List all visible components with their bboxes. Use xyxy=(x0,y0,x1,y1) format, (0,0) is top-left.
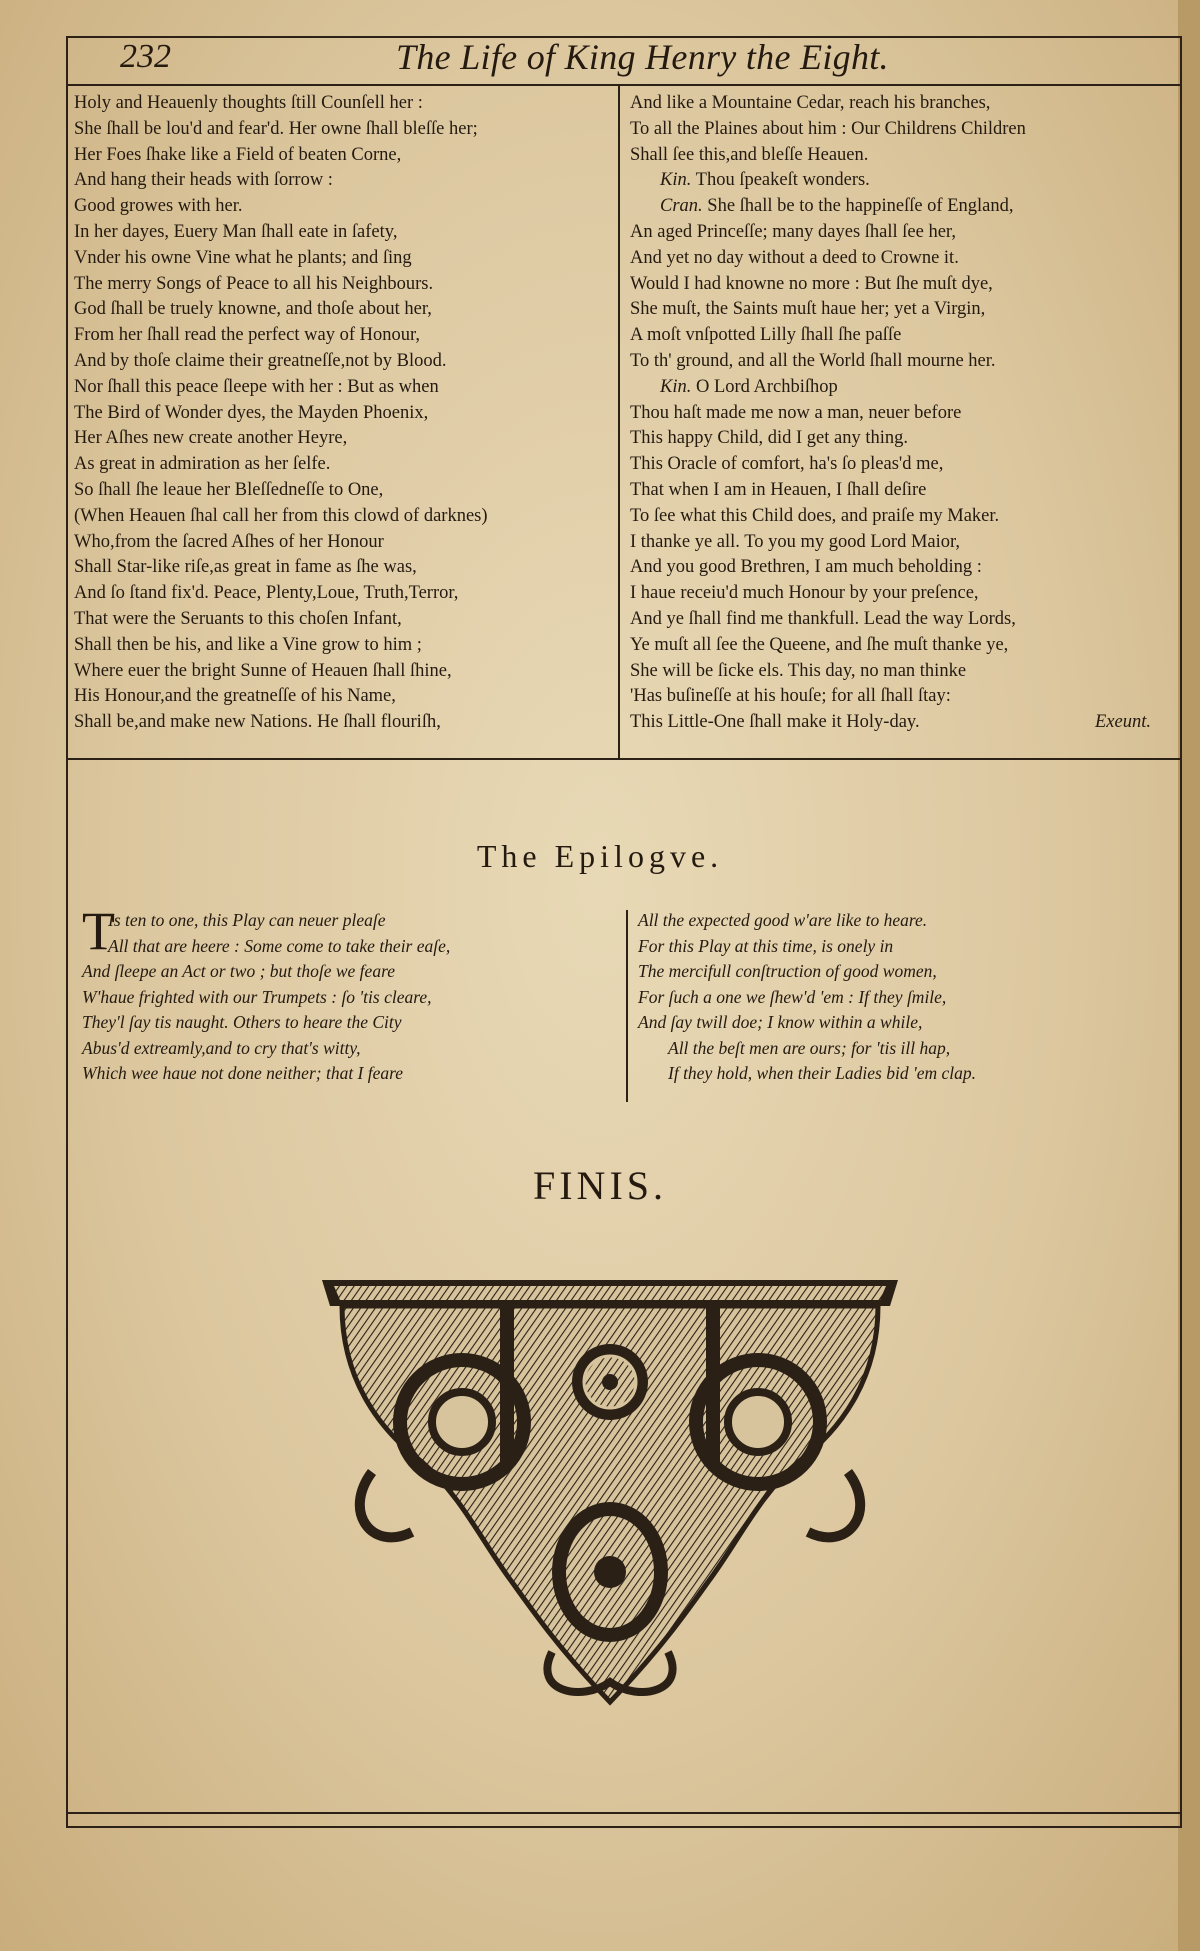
verse-line: So ſhall ſhe leaue her Bleſſedneſſe to One, xyxy=(74,479,384,500)
verse-line: And ſo ſtand fix'd. Peace, Plenty,Loue, Truth,Terror, xyxy=(74,583,459,604)
header-rule xyxy=(66,84,1180,86)
verse-line: Where euer the bright Sunne of Heauen ſhall ſhine, xyxy=(74,660,452,681)
verse-line: She ſhall be lou'd and fear'd. Her owne ſhall bleſſe her; xyxy=(74,118,478,139)
epilogue-line: For ſuch a one we ſhew'd 'em : If they ſmile, xyxy=(638,986,947,1007)
line-text: Ye muſt all ſee the Queene, and ſhe muſt thanke ye, xyxy=(630,634,1009,655)
verse-line: Her Aſhes new create another Heyre, xyxy=(74,428,348,449)
epilogue-drop-cap: T xyxy=(82,901,115,961)
verse-line xyxy=(630,168,1175,194)
verse-line: Good growes with her. xyxy=(74,196,243,217)
line-text: This happy Child, did I get any thing. xyxy=(630,428,908,449)
verse-line xyxy=(630,607,1175,633)
verse-line: From her ſhall read the perfect way of Honour, xyxy=(74,325,421,346)
line-text: She will be ſicke els. This day, no man thinke xyxy=(630,660,967,681)
line-text: Shall ſee this,and bleſſe Heauen. xyxy=(630,144,869,165)
epilogue-line: If they hold, when their Ladies bid 'em clap. xyxy=(668,1063,977,1083)
verse-line xyxy=(630,401,1175,427)
line-text: I haue receiu'd much Honour by your preſence, xyxy=(630,583,979,604)
verse-line xyxy=(630,426,1175,452)
line-text: I thanke ye all. To you my good Lord Maior, xyxy=(630,531,961,552)
verse-line xyxy=(630,478,1175,504)
line-text: This Oracle of comfort, ha's ſo pleas'd me, xyxy=(630,454,944,475)
verse-line xyxy=(630,117,1175,143)
verse-line: And by thoſe claime their greatneſſe,not by Blood. xyxy=(74,350,447,371)
verse-line: Shall then be his, and like a Vine grow to him ; xyxy=(74,634,422,655)
running-title: The Life of King Henry the Eight. xyxy=(396,37,889,77)
left-text-column xyxy=(74,91,610,736)
line-text: O Lord Archbiſhop xyxy=(691,376,838,397)
epilogue-divider xyxy=(626,910,628,1102)
verse-line xyxy=(630,555,1175,581)
speaker-name: Kin. xyxy=(660,376,692,397)
epilogue-line: All that are heere : Some come to take their eaſe, xyxy=(108,935,451,956)
verse-line: The merry Songs of Peace to all his Neighbours. xyxy=(74,273,434,294)
speaker-name: Kin. xyxy=(660,170,692,191)
verse-line xyxy=(630,710,1175,736)
epilogue-line: All the beſt men are ours; for 'tis ill hap, xyxy=(668,1037,951,1058)
epilogue-line: And ſleepe an Act or two ; but thoſe we feare xyxy=(82,961,395,981)
line-text: To th' ground, and all the World ſhall mourne her. xyxy=(630,350,996,371)
line-text: And yet no day without a deed to Crowne it. xyxy=(630,247,959,268)
verse-line: In her dayes, Euery Man ſhall eate in ſafety, xyxy=(74,221,398,242)
verse-line xyxy=(630,659,1175,685)
verse-line: Her Foes ſhake like a Field of beaten Corne, xyxy=(74,144,402,165)
line-text: An aged Princeſſe; many dayes ſhall ſee her, xyxy=(630,221,956,242)
finis: FINIS. xyxy=(532,1163,668,1208)
verse-line xyxy=(630,91,1175,117)
epilogue-left-column xyxy=(82,908,602,1087)
line-text: She ſhall be to the happineſſe of England, xyxy=(702,196,1014,217)
epilogue-line: They'l ſay tis naught. Others to heare the City xyxy=(82,1012,402,1032)
verse-line xyxy=(630,194,1175,220)
verse-line: Who,from the ſacred Aſhes of her Honour xyxy=(74,531,384,552)
line-text: A moſt vnſpotted Lilly ſhall ſhe paſſe xyxy=(630,325,902,346)
verse-line: His Honour,and the greatneſſe of his Name, xyxy=(74,686,396,707)
page-bottom-rule xyxy=(66,1812,1180,1814)
verse-line xyxy=(630,349,1175,375)
verse-line xyxy=(630,504,1175,530)
verse-line: Vnder his owne Vine what he plants; and ſing xyxy=(74,247,412,268)
verse-line: Holy and Heauenly thoughts ſtill Counſell her : xyxy=(74,93,423,113)
line-text: Thou ſpeakeſt wonders. xyxy=(691,170,870,191)
epilogue-line: The mercifull conſtruction of good women, xyxy=(638,961,937,981)
verse-line xyxy=(630,246,1175,272)
verse-line: And hang their heads with ſorrow : xyxy=(74,170,333,191)
line-text: 'Has buſineſſe at his houſe; for all ſhall ſtay: xyxy=(630,686,951,707)
line-text: And you good Brethren, I am much beholding : xyxy=(630,557,982,578)
line-text: Thou haſt made me now a man, neuer before xyxy=(630,402,962,423)
epilogue-line: For this Play at this time, is onely in xyxy=(638,935,894,956)
epilogue-line: All the expected good w'are like to heare. xyxy=(638,910,928,930)
epilogue-line: Abus'd extreamly,and to cry that's witty, xyxy=(82,1037,361,1058)
text-bottom-rule xyxy=(66,758,1180,760)
epilogue-line: And ſay twill doe; I know within a while, xyxy=(638,1012,923,1032)
line-text: To all the Plaines about him : Our Childrens Children xyxy=(630,118,1026,139)
verse-line xyxy=(630,297,1175,323)
line-text: Would I had knowne no more : But ſhe muſt dye, xyxy=(630,273,993,294)
verse-line xyxy=(630,375,1175,401)
verse-line: That were the Seruants to this choſen Infant, xyxy=(74,608,402,629)
epilogue-line: Which wee haue not done neither; that I feare xyxy=(82,1063,404,1083)
line-text: To ſee what this Child does, and praiſe my Maker. xyxy=(630,505,1000,526)
verse-line xyxy=(630,452,1175,478)
epilogue-line: Is ten to one, this Play can neuer pleaſe xyxy=(108,910,386,930)
verse-line: Nor ſhall this peace ſleepe with her : But as when xyxy=(74,376,439,397)
line-text: And like a Mountaine Cedar, reach his branches, xyxy=(630,93,991,113)
epilogue-title: The Epilogve. xyxy=(476,838,724,874)
verse-line xyxy=(630,323,1175,349)
verse-line: Shall be,and make new Nations. He ſhall flouriſh, xyxy=(74,712,441,733)
verse-line xyxy=(630,143,1175,169)
column-divider xyxy=(618,84,620,758)
epilogue-right-column xyxy=(638,908,1158,1087)
epilogue-line: W'haue frighted with our Trumpets : ſo 'tis cleare, xyxy=(82,986,432,1007)
verse-line xyxy=(630,633,1175,659)
verse-line xyxy=(630,684,1175,710)
line-text: She muſt, the Saints muſt haue her; yet a Virgin, xyxy=(630,299,986,320)
verse-line xyxy=(630,220,1175,246)
verse-line xyxy=(630,530,1175,556)
page-header xyxy=(66,36,1180,84)
speaker-name: Cran. xyxy=(660,196,703,217)
line-text: That when I am in Heauen, I ſhall deſire xyxy=(630,479,927,500)
verse-line: (When Heauen ſhal call her from this clowd of darknes) xyxy=(74,505,488,526)
line-text: This Little-One ſhall make it Holy-day. xyxy=(630,712,920,733)
verse-line: Shall Star-like riſe,as great in fame as ſhe was, xyxy=(74,557,417,578)
page-number: 232 xyxy=(120,38,171,75)
line-text: And ye ſhall find me thankfull. Lead the way Lords, xyxy=(630,608,1016,629)
right-text-column xyxy=(630,91,1175,736)
verse-line xyxy=(630,272,1175,298)
stage-direction-exeunt: Exeunt. xyxy=(1095,712,1151,733)
verse-line: As great in admiration as her ſelfe. xyxy=(74,454,331,475)
verse-line: The Bird of Wonder dyes, the Mayden Phoenix, xyxy=(74,402,429,423)
verse-line: God ſhall be truely knowne, and thoſe about her, xyxy=(74,299,432,320)
verse-line xyxy=(630,581,1175,607)
woodcut-tailpiece-ornament-icon xyxy=(312,1272,908,1712)
